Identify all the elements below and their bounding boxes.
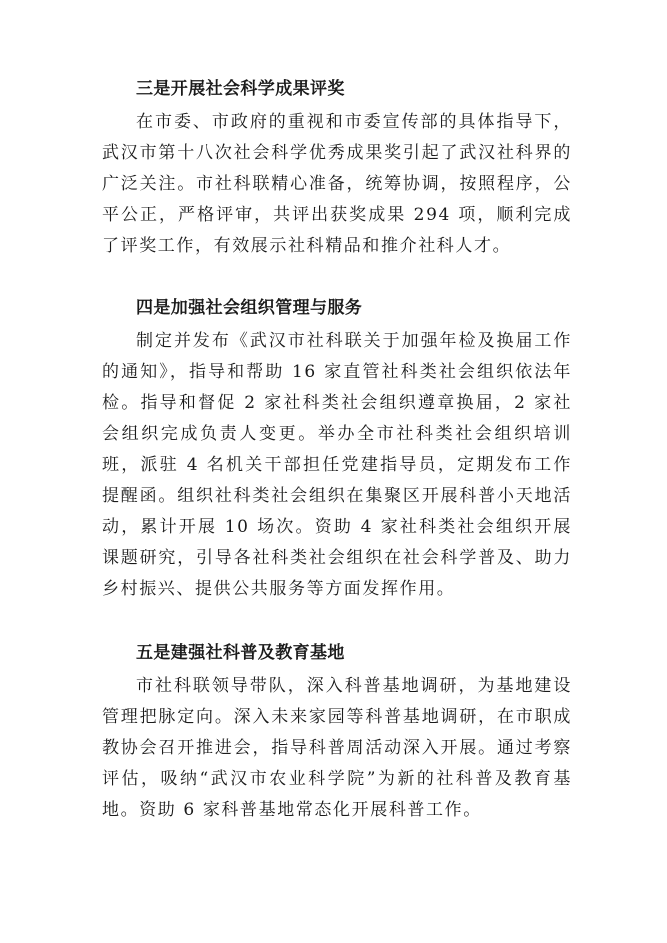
section-paragraph: 市社科联领导带队，深入科普基地调研，为基地建设管理把脉定向。深入未来家园等科普基地调研，在市职成教协会召开推进会，指导科普周活动深入开展。通过考察评估，吸纳“武汉市农业科学院”为新的社科普及教育基地。资助 6 家科普基地常态化开展科普工作。 bbox=[102, 676, 572, 820]
section-paragraph: 在市委、市政府的重视和市委宣传部的具体指导下，武汉市第十八次社会科学优秀成果奖引起了武汉社科界的广泛关注。市社科联精心准备，统筹协调，按照程序，公平公正，严格评审，共评出获奖成果 294 项，顺利完成了评奖工作，有效展示社科精品和推介社科人才。 bbox=[102, 112, 572, 256]
section-heading: 五是建强社科普及教育基地 bbox=[136, 643, 345, 663]
section-heading: 三是开展社会科学成果评奖 bbox=[136, 79, 345, 99]
section-heading: 四是加强社会组织管理与服务 bbox=[136, 298, 363, 318]
section-education-bases bbox=[102, 642, 572, 832]
section-social-science-awards bbox=[102, 78, 572, 268]
section-paragraph: 制定并发布《武汉市社科联关于加强年检及换届工作的通知》，指导和帮助 16 家直管社科类社会组织依法年检。指导和督促 2 家社科类社会组织遵章换届，2 家社会组织完成负责人变更。举办全市社科类社会组织培训班，派驻 4 名机关干部担任党建指导员，定期发布工作提醒函。组织社科类社会组织在集聚区开展科普小天地活动，累计开展 10 场次。资助 4 家社科类社会组织开展课题研究，引导各社科类社会组织在社会科学普及、助力乡村振兴、提供公共服务等方面发挥作用。 bbox=[102, 331, 572, 599]
section-social-organization-management bbox=[102, 297, 572, 611]
